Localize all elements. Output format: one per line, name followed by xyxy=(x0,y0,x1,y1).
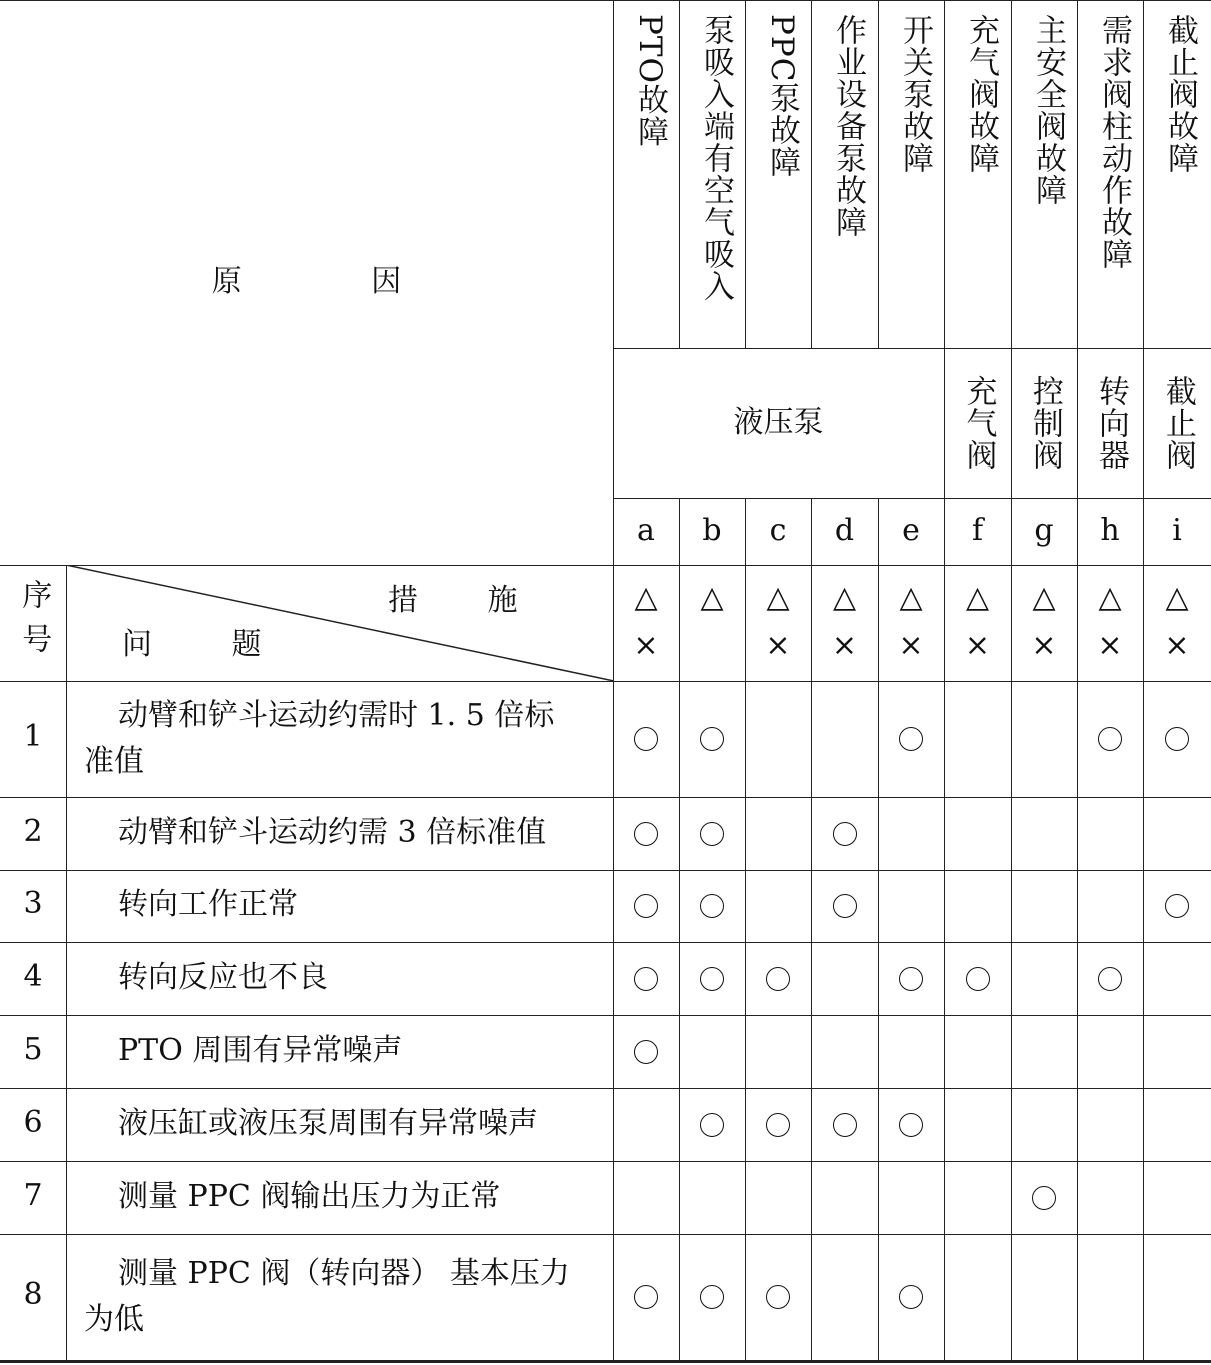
rule-row2 xyxy=(0,870,1211,871)
problem-text: 液压缸或液压泵周围有异常噪声 xyxy=(118,1105,538,1141)
rule-row6 xyxy=(0,1161,1211,1162)
mark-circle-a xyxy=(634,894,658,918)
row-number: 5 xyxy=(23,1031,43,1067)
problem-text: 测量 PPC 阀（转向器） 基本压力 xyxy=(118,1256,570,1291)
mark-circle-c xyxy=(766,1285,790,1309)
mark-circle-g xyxy=(1032,1186,1056,1210)
measure-triangle-i: △ xyxy=(1165,580,1189,615)
measure-triangle-a: △ xyxy=(634,580,658,615)
group-steer-text: 转向器 xyxy=(1092,375,1129,471)
letter-a: a xyxy=(637,513,655,549)
cause-i: 截止阀故障 xyxy=(1162,14,1198,174)
mark-circle-d xyxy=(833,822,857,846)
mark-circle-a xyxy=(634,822,658,846)
cause-d: 作业设备泵故障 xyxy=(830,14,866,238)
row-number: 1 xyxy=(23,719,43,754)
row-number: 6 xyxy=(23,1104,43,1140)
rule-row4 xyxy=(0,1015,1211,1016)
mark-circle-h xyxy=(1098,727,1122,751)
mark-circle-i xyxy=(1165,727,1189,751)
rule-col-f xyxy=(944,0,945,1362)
mark-circle-e xyxy=(899,1113,923,1137)
rule-row1 xyxy=(0,797,1211,798)
mark-circle-e xyxy=(899,1285,923,1309)
problem-text: 动臂和铲斗运动约需时 1. 5 倍标 xyxy=(118,698,555,733)
problem-text-continued: 为低 xyxy=(84,1302,144,1337)
rule-row3 xyxy=(0,942,1211,943)
rule-col-c xyxy=(745,0,746,348)
mark-circle-b xyxy=(700,727,724,751)
measure-triangle-g: △ xyxy=(1032,580,1056,615)
mark-circle-i xyxy=(1165,894,1189,918)
letter-b: b xyxy=(702,513,722,549)
row-number: 7 xyxy=(23,1177,43,1213)
rule-col-e xyxy=(878,0,879,348)
measure-triangle-c: △ xyxy=(766,580,790,615)
group-pump: 液压泵 xyxy=(733,404,824,440)
seq-header: 序号 xyxy=(16,579,52,667)
cause-b: 泵吸入端有空气吸入 xyxy=(698,14,734,302)
rule-col-b2 xyxy=(679,498,680,1362)
problem-text: PTO 周围有异常噪声 xyxy=(118,1032,403,1068)
mark-circle-b xyxy=(700,1113,724,1137)
mark-circle-e xyxy=(899,727,923,751)
letter-e: e xyxy=(902,513,920,549)
row-number: 2 xyxy=(23,813,43,849)
mark-circle-a xyxy=(634,1040,658,1064)
mark-circle-b xyxy=(700,967,724,991)
rule-seq xyxy=(66,565,67,1362)
measure-cross-a: × xyxy=(633,628,659,663)
measure-cross-g: × xyxy=(1031,628,1057,663)
measure-triangle-b: △ xyxy=(700,580,724,615)
group-stop-text: 截止阀 xyxy=(1159,375,1196,471)
measure-cross-c: × xyxy=(765,628,791,663)
letter-g: g xyxy=(1034,513,1054,549)
mark-circle-h xyxy=(1098,967,1122,991)
group-steer xyxy=(1077,348,1143,498)
mark-circle-c xyxy=(766,1113,790,1137)
problem-text: 转向工作正常 xyxy=(118,887,298,922)
measure-cross-i: × xyxy=(1164,628,1190,663)
letter-h: h xyxy=(1100,513,1120,549)
rule-col-i xyxy=(1143,0,1144,1362)
row-number: 8 xyxy=(23,1277,43,1312)
problem-header: 问 题 xyxy=(122,627,262,662)
group-charge-text: 充气阀 xyxy=(960,375,997,471)
cause-c: PPC泵故障 xyxy=(764,14,800,179)
measure-triangle-d: △ xyxy=(832,580,857,615)
rule-col-b xyxy=(679,0,680,348)
letter-c: c xyxy=(769,513,787,549)
measure-triangle-e: △ xyxy=(899,580,923,615)
mark-circle-e xyxy=(899,967,923,991)
rule-row5 xyxy=(0,1088,1211,1089)
mark-circle-f xyxy=(966,967,990,991)
rule-col-h xyxy=(1077,0,1078,1362)
letter-d: d xyxy=(834,513,855,549)
mark-circle-c xyxy=(766,967,790,991)
cause-header: 原 因 xyxy=(211,264,402,300)
measure-cross-d: × xyxy=(831,628,858,663)
letter-f: f xyxy=(971,513,984,549)
problem-text-continued: 准值 xyxy=(84,744,144,779)
measure-cross-e: × xyxy=(898,628,924,663)
row-number: 4 xyxy=(23,958,43,994)
mark-circle-a xyxy=(634,727,658,751)
cause-g: 主安全阀故障 xyxy=(1030,14,1066,206)
rule-col-d xyxy=(811,0,812,348)
mark-circle-d xyxy=(833,1113,857,1137)
measure-cross-h: × xyxy=(1097,628,1123,663)
group-control xyxy=(1011,348,1077,498)
mark-circle-b xyxy=(700,822,724,846)
cause-h: 需求阀柱动作故障 xyxy=(1096,14,1132,270)
group-charge xyxy=(944,348,1011,498)
letter-i: i xyxy=(1172,513,1182,549)
problem-text: 动臂和铲斗运动约需 3 倍标准值 xyxy=(118,814,547,850)
rule-bottom xyxy=(0,1360,1211,1363)
measure-triangle-f: △ xyxy=(965,580,990,615)
group-stop xyxy=(1143,348,1211,498)
row-number: 3 xyxy=(23,886,43,921)
group-control-text: 控制阀 xyxy=(1026,375,1063,471)
problem-text: 转向反应也不良 xyxy=(118,959,328,995)
measure-triangle-h: △ xyxy=(1098,580,1122,615)
mark-circle-b xyxy=(700,894,724,918)
cause-e: 开关泵故障 xyxy=(897,14,933,174)
mark-circle-d xyxy=(833,894,857,918)
mark-circle-a xyxy=(634,967,658,991)
rule-row7 xyxy=(0,1234,1211,1235)
problem-text: 测量 PPC 阀输出压力为正常 xyxy=(118,1178,501,1214)
rule-col-g xyxy=(1011,0,1012,1362)
mark-circle-a xyxy=(634,1285,658,1309)
cause-a: PTO故障 xyxy=(632,14,668,148)
measure-header: 措 施 xyxy=(388,583,518,618)
measure-cross-f: × xyxy=(964,628,991,663)
mark-circle-b xyxy=(700,1285,724,1309)
cause-f: 充气阀故障 xyxy=(963,14,999,174)
